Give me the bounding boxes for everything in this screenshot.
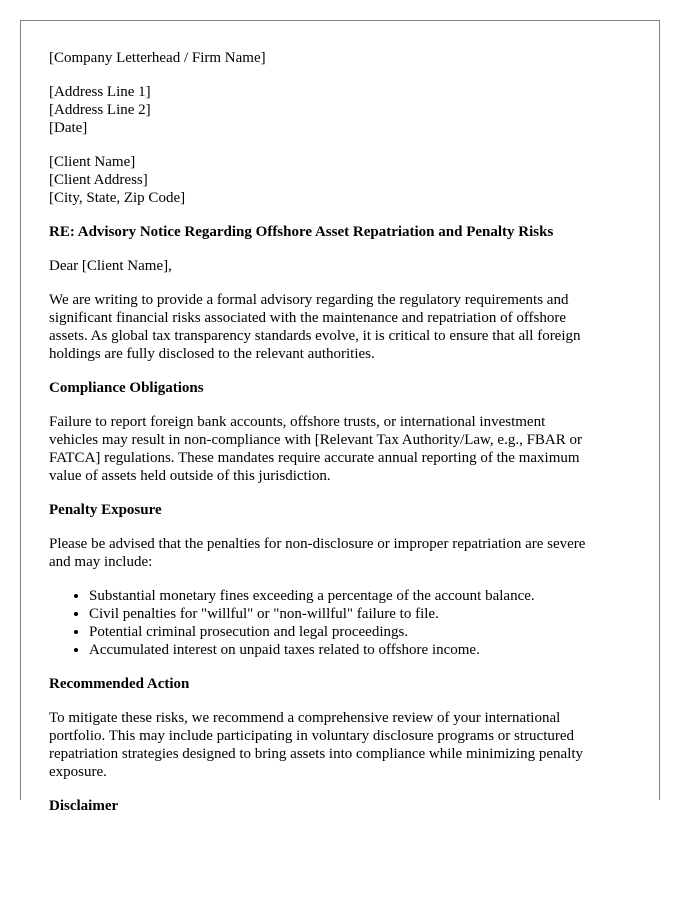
recommended-line: portfolio. This may include participating in voluntary disclosure programs or structured [49,728,575,744]
compliance-line: FATCA] regulations. These mandates require accurate annual reporting of the maximum [49,450,580,466]
client-city-state-zip: [City, State, Zip Code] [49,190,186,206]
subject-line [49,223,639,241]
compliance-heading: Compliance Obligations [49,380,204,396]
intro-paragraph [49,291,639,363]
recommended-paragraph [49,709,639,781]
address-line-2: [Address Line 2] [49,102,151,118]
letter-date: [Date] [49,120,88,136]
client-address-block [49,153,639,207]
intro-line: assets. As global tax transparency standards evolve, it is critical to ensure that all foreign [49,328,581,344]
address-line-1: [Address Line 1] [49,84,151,100]
compliance-paragraph [49,413,639,485]
cut-off-heading: Disclaimer [49,798,119,814]
penalty-line: Please be advised that the penalties for non-disclosure or improper repatriation are severe [49,536,586,552]
penalty-line: and may include: [49,554,153,570]
recommended-heading: Recommended Action [49,676,190,692]
penalty-paragraph [49,535,639,571]
recommended-line: repatriation strategies designed to bring assets into compliance while minimizing penalty [49,746,584,762]
intro-line: significant financial risks associated with the maintenance and repatriation of offshore [49,310,567,326]
penalty-list [49,587,639,659]
list-item: • Potential criminal prosecution and legal proceedings. [89,623,639,641]
list-item: • Substantial monetary fines exceeding a percentage of the account balance. [89,587,639,605]
client-address: [Client Address] [49,172,148,188]
subject-text: RE: Advisory Notice Regarding Offshore Asset Repatriation and Penalty Risks [49,224,554,240]
salutation [49,257,639,275]
salutation-text: Dear [Client Name], [49,258,172,274]
penalty-heading: Penalty Exposure [49,502,162,518]
compliance-line: value of assets held outside of this jurisdiction. [49,468,331,484]
firm-address-block [49,83,639,137]
intro-line: holdings are fully disclosed to the relevant authorities. [49,346,375,362]
compliance-line: vehicles may result in non-compliance with [Relevant Tax Authority/Law, e.g., FBAR or [49,432,583,448]
list-item: • Civil penalties for "willful" or "non-willful" failure to file. [89,605,639,623]
list-item: • Accumulated interest on unpaid taxes related to offshore income. [89,641,639,659]
recommended-line: exposure. [49,764,107,780]
client-name: [Client Name] [49,154,136,170]
letterhead-text: [Company Letterhead / Firm Name] [49,50,266,66]
letterhead [49,49,639,67]
recommended-line: To mitigate these risks, we recommend a comprehensive review of your international [49,710,561,726]
letter-page [20,20,660,814]
intro-line: We are writing to provide a formal advisory regarding the regulatory requirements and [49,292,569,308]
compliance-line: Failure to report foreign bank accounts, offshore trusts, or international investment [49,414,546,430]
letter-content [49,49,639,815]
